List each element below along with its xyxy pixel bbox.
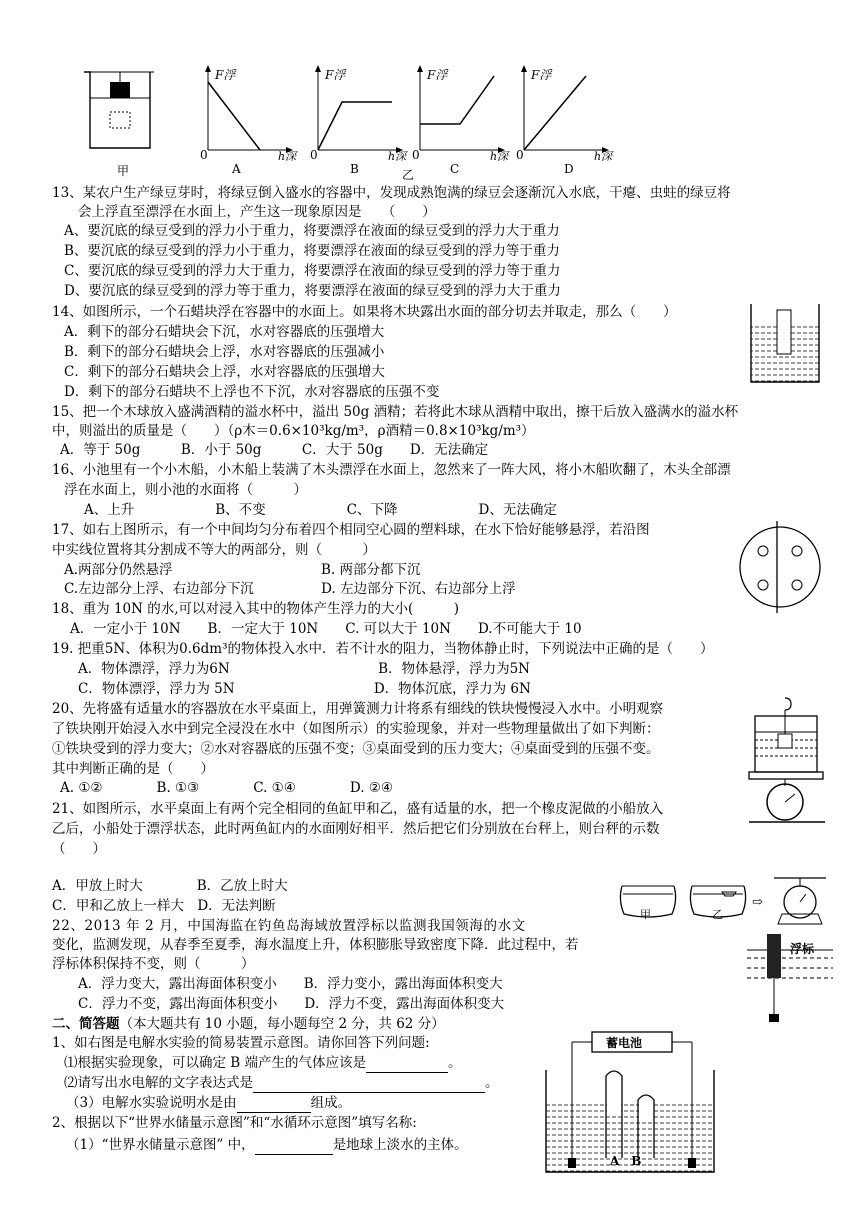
fish-tank-yi-label: 乙: [712, 908, 723, 921]
q14-option-a: A．剩下的部分石蜡块会下沉，水对容器底的压强增大: [64, 324, 385, 340]
q20-options: A. ①② B. ①③ C. ①④ D. ②④: [60, 780, 394, 796]
q20-line-3: ①铁块受到的浮力变大；②水对容器底的压强不变；③桌面受到的压力变大；④桌面受到的压强不变。: [52, 741, 660, 757]
arrow-icon: ⇨: [752, 895, 763, 910]
s2-q1-part3-end: 组成。: [310, 1095, 352, 1111]
s2-q1-part3-text: （3）电解水实验说明水是由: [66, 1095, 237, 1111]
graph-a-xlabel: h深: [278, 150, 297, 163]
graph-a-origin: 0: [200, 148, 208, 162]
plastic-ball-figure: [735, 515, 825, 615]
label-b: B: [350, 162, 359, 176]
q14-option-c: C．剩下的部分石蜡块会上浮，水对容器底的压强增大: [64, 364, 385, 380]
q14-option-d: D．剩下的部分石蜡块不上浮也不下沉，水对容器底的压强不变: [64, 384, 440, 400]
q13-line-2: 会上浮直至漂浮在水面上，产生这一现象原因是 （ ）: [78, 204, 436, 220]
q17-line-2: 中实线位置将其分割成不等大的两部分，则（ ）: [52, 542, 376, 558]
platform-scale-figure: [770, 872, 830, 928]
s2-q2-part1-end: 是地球上淡水的主体。: [332, 1137, 468, 1153]
s2-q1-part2: [64, 1074, 499, 1093]
q19-options-ab: A．物体漂浮，浮力为6N B．物体悬浮，浮力为5N: [78, 661, 530, 677]
q17-line-1: 17、如右上图所示，有一个中间均匀分布着四个相同空心圆的塑料球，在水下恰好能够悬浮，若沿图: [52, 522, 650, 538]
q17-options-cd: C.左边部分上浮、右边部分下沉 D. 左边部分下沉、右边部分上浮: [64, 581, 516, 597]
q22-line-1: 22、2013 年 2 月，中国海监在钓鱼岛海域放置浮标以监测我国领海的水文: [52, 918, 526, 934]
q21-options-cd: C．甲和乙放上一样大 D．无法判断: [52, 898, 276, 914]
q19-line-1: 19. 把重5N、体积为0.6dm³的物体投入水中．若不计水的阻力，当物体静止时，下列说法中正确的是（ ）: [52, 641, 714, 657]
beaker-figure-jia: [80, 68, 160, 158]
q22-options-ab: A．浮力变大，露出海面体积变小 B．浮力变小，露出海面体积变大: [78, 976, 503, 992]
q20-line-4: 其中判断正确的是（ ）: [52, 761, 214, 777]
q21-line-3: （ ）: [52, 841, 106, 857]
q18-options: A．一定小于 10N B．一定大于 10N C. 可以大于 10N D.不可能大于 10: [70, 621, 582, 637]
buoy-label: 浮标: [790, 942, 815, 956]
q21-line-1: 21、如图所示，水平桌面上有两个完全相同的鱼缸甲和乙，盛有适量的水，把一个橡皮泥做的小船放入: [52, 801, 664, 817]
label-yi-top: 乙: [402, 168, 415, 182]
q19-options-cd: C．物体漂浮，浮力为 5N D．物体沉底，浮力为 6N: [78, 681, 531, 697]
q14-option-b: B．剩下的部分石蜡块会上浮，水对容器底的压强减小: [64, 344, 385, 360]
fish-tank-jia-label: 甲: [640, 908, 651, 921]
q13-option-b: B、要沉底的绿豆受到的浮力小于重力，将要漂浮在液面的绿豆受到的浮力等于重力: [64, 243, 560, 259]
spring-scale-beaker-figure: [745, 696, 830, 826]
q14-line-1: 14、如图所示，一个石蜡块浮在容器中的水面上。如果将木块露出水面的部分切去并取走，那么（ ）: [52, 304, 677, 320]
q22-line-2: 变化，监测发现，从春季至夏季，海水温度上升，体积膨胀导致密度下降．此过程中，若: [52, 937, 579, 953]
fish-tanks-figure: [618, 880, 758, 922]
s2-q1-part1: [64, 1054, 462, 1073]
s2-q1-part2-text: ⑵请写出水电解的文字表达式是: [64, 1075, 253, 1091]
graph-a-ylabel: F浮: [215, 68, 236, 82]
q20-line-1: 20、先将盛有适量水的容器放在水平桌面上，用弹簧测力计将系有细线的铁块慢慢浸入水中。小明观察: [52, 701, 664, 717]
graph-d-xlabel: h深: [594, 150, 613, 163]
s2-q2-blank-1[interactable]: [255, 1136, 333, 1155]
s2-q2-stem: 2、根据以下“世界水储量示意图”和“水循环示意图”填写名称:: [52, 1115, 417, 1131]
section-2-desc: （本大题共有 10 小题，每小题每空 2 分，共 62 分）: [119, 1016, 445, 1032]
q13-option-c: C、要沉底的绿豆受到的浮力大于重力，将要漂浮在液面的绿豆受到的浮力等于重力: [64, 263, 561, 279]
q16-line-2: 浮在水面上，则小池的水面将（ ）: [64, 482, 307, 498]
s2-q1-stem: 1、如右图是电解水实验的简易装置示意图。请你回答下列问题:: [52, 1035, 430, 1051]
q16-line-1: 16、小池里有一个小木船，小木船上装满了木头漂浮在水面上，忽然来了一阵大风，将小木船吹翻了，木头全部漂: [52, 462, 731, 478]
graph-c-xlabel: h深: [490, 150, 509, 163]
q22-line-3: 浮标体积保持不变，则（ ）: [52, 956, 255, 972]
s2-q1-blank-1[interactable]: [366, 1054, 448, 1073]
graph-d-ylabel: F浮: [531, 68, 552, 82]
wax-block-container-figure: [745, 300, 825, 385]
section-2-title: 二、简答题: [52, 1016, 120, 1032]
s2-q1-part1-text: ⑴根据实验现象，可以确定 B 端产生的气体应该是: [64, 1055, 367, 1071]
s2-q1-blank-2[interactable]: [253, 1074, 485, 1093]
s2-q2-part1: [66, 1136, 468, 1155]
q21-options-ab: A．甲放上时大 B．乙放上时大: [52, 878, 288, 894]
label-jia: 甲: [117, 164, 130, 178]
graph-b-origin: 0: [310, 148, 318, 162]
q15-line-2: 中，则溢出的质量是（ ）（ρ木＝0.6×10³kg/m³，ρ酒精＝0.8×10³kg/m³）: [52, 423, 535, 439]
electrode-labels: A B: [610, 1154, 642, 1168]
q18-line-1: 18、重为 10N 的水,可以对浸入其中的物体产生浮力的大小( ): [52, 601, 460, 617]
s2-q1-part2-end: 。: [485, 1075, 499, 1091]
s2-q1-part3: [66, 1094, 351, 1113]
section-2-heading: [52, 1015, 445, 1033]
s2-q2-part1-text: （1）“世界水储量示意图” 中，: [66, 1137, 255, 1153]
q13-option-d: D、要沉底的绿豆受到的浮力等于重力，将要漂浮在液面的绿豆受到的浮力大于重力: [64, 283, 561, 299]
s2-q1-part1-end: 。: [448, 1055, 462, 1071]
s2-q1-blank-3[interactable]: [237, 1094, 311, 1113]
graph-d-origin: 0: [516, 148, 524, 162]
q16-options: A、上升 B、不变 C、下降 D、无法确定: [84, 502, 557, 518]
q22-options-cd: C．浮力不变，露出海面体积变小 D．浮力不变，露出海面体积变大: [78, 996, 505, 1012]
label-a: A: [232, 162, 241, 176]
graph-c-ylabel: F浮: [427, 68, 448, 82]
graph-b-xlabel: h深: [388, 150, 407, 163]
q17-options-ab: A.两部分仍然悬浮 B. 两部分都下沉: [64, 562, 421, 578]
q21-line-2: 乙后，小船处于漂浮状态，此时两鱼缸内的水面刚好相平．然后把它们分别放在台秤上，则台秤的示数: [52, 821, 660, 837]
q15-options: A．等于 50g B．小于 50g C．大于 50g D．无法确定: [60, 442, 489, 458]
graph-c-origin: 0: [412, 148, 420, 162]
q13-line-1: 13、某农户生产绿豆芽时，将绿豆倒入盛水的容器中，发现成熟饱满的绿豆会逐渐沉入水底，干瘪、虫蛀的绿豆将: [52, 185, 731, 201]
battery-label: 蓄电池: [606, 1036, 643, 1050]
q20-line-2: 了铁块刚开始浸入水中到完全浸没在水中（如图所示）的实验现象，并对一些物理量做出了如下判断：: [52, 721, 660, 737]
label-d: D: [564, 162, 574, 176]
label-c: C: [450, 162, 460, 176]
q13-option-a: A、要沉底的绿豆受到的浮力小于重力，将要漂浮在液面的绿豆受到的浮力大于重力: [64, 223, 560, 239]
graph-b-ylabel: F浮: [325, 68, 346, 82]
q15-line-1: 15、把一个木球放入盛满酒精的溢水杯中，溢出 50g 酒精；若将此木球从酒精中取出，擦干后放入盛满水的溢水杯: [52, 404, 739, 420]
